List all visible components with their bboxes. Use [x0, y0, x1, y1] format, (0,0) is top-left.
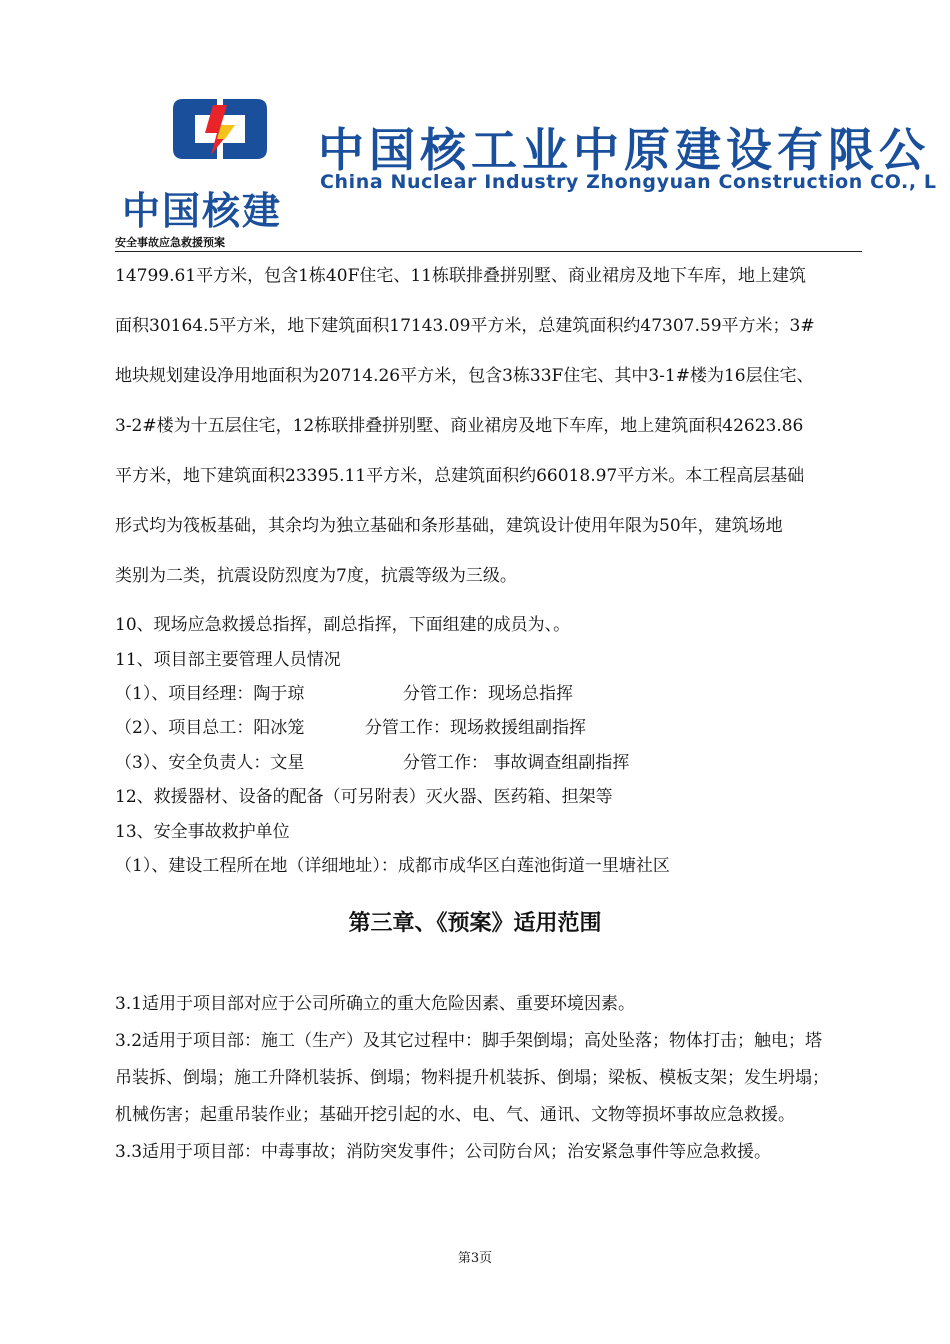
- item-13: 13、安全事故救护单位: [115, 822, 290, 842]
- project-overview-paragraph: [115, 268, 865, 618]
- company-name-en: China Nuclear Industry Zhongyuan Construction CO., L: [320, 171, 937, 193]
- scope-line: 3.1适用于项目部对应于公司所确立的重大危险因素、重要环境因素。: [115, 994, 636, 1014]
- item-10: 10、现场应急救援总指挥，副总指挥，下面组建的成员为、。: [115, 615, 571, 635]
- scope-line: 机械伤害；起重吊装作业；基础开挖引起的水、电、气、通讯、文物等损坏事故应急救援。: [115, 1105, 795, 1125]
- item-12: 12、救援器材、设备的配备（可另附表）灭火器、医药箱、担架等: [115, 787, 613, 807]
- chapter-heading: 第三章、《预案》适用范围: [348, 911, 602, 936]
- scope-line: 吊装拆、倒塌；施工升降机装拆、倒塌；物料提升机装拆、倒塌；梁板、模板支架；发生坍塌；: [115, 1068, 829, 1088]
- logo-text: 中国核建: [122, 189, 283, 233]
- header-divider: [115, 251, 862, 252]
- staff-row: [115, 748, 629, 773]
- company-logo-icon: [165, 85, 275, 173]
- document-title: 安全事故应急救援预案: [115, 236, 225, 249]
- paragraph-line: 形式均为筏板基础，其余均为独立基础和条形基础，建筑设计使用年限为50年，建筑场地: [115, 516, 783, 536]
- company-name-cn: 中国核工业中原建设有限公: [318, 123, 930, 177]
- scope-paragraph: [115, 996, 865, 1181]
- scope-line: 3.2适用于项目部：施工（生产）及其它过程中：脚手架倒塌；高处坠落；物体打击；触电；塔: [115, 1031, 823, 1051]
- scope-line: 3.3适用于项目部：中毒事故；消防突发事件；公司防台风；治安紧急事件等应急救援。: [115, 1142, 772, 1162]
- item-11: 11、项目部主要管理人员情况: [115, 650, 341, 670]
- staff-duty: 分管工作： 事故调查组副指挥: [403, 753, 630, 773]
- paragraph-line: 14799.61平方米，包含1栋40F住宅、11栋联排叠拼别墅、商业裙房及地下车库，地上建筑: [115, 266, 806, 286]
- staff-role: （2）、项目总工：阳冰笼: [115, 718, 305, 738]
- paragraph-line: 平方米，地下建筑面积23395.11平方米，总建筑面积约66018.97平方米。本工程高层基础: [115, 466, 805, 486]
- paragraph-line: 类别为二类，抗震设防烈度为7度，抗震等级为三级。: [115, 566, 517, 586]
- staff-role: （1）、项目经理：陶于琼: [115, 684, 305, 704]
- item-13-1: （1）、建设工程所在地（详细地址）：成都市成华区白莲池街道一里塘社区: [115, 856, 670, 876]
- staff-role: （3）、安全负责人：文星: [115, 753, 305, 773]
- paragraph-line: 面积30164.5平方米，地下建筑面积17143.09平方米，总建筑面积约47307.59平方米；3#: [115, 316, 815, 336]
- staff-row: [115, 679, 573, 704]
- staff-duty: 分管工作：现场救援组副指挥: [365, 718, 586, 738]
- page-number: 第3页: [457, 1251, 493, 1266]
- paragraph-line: 3-2#楼为十五层住宅，12栋联排叠拼别墅、商业裙房及地下车库，地上建筑面积42623.86: [115, 416, 804, 436]
- staff-duty: 分管工作：现场总指挥: [403, 684, 573, 704]
- staff-row: [115, 713, 586, 738]
- paragraph-line: 地块规划建设净用地面积为20714.26平方米，包含3栋33F住宅、其中3-1#楼为16层住宅、: [115, 366, 814, 386]
